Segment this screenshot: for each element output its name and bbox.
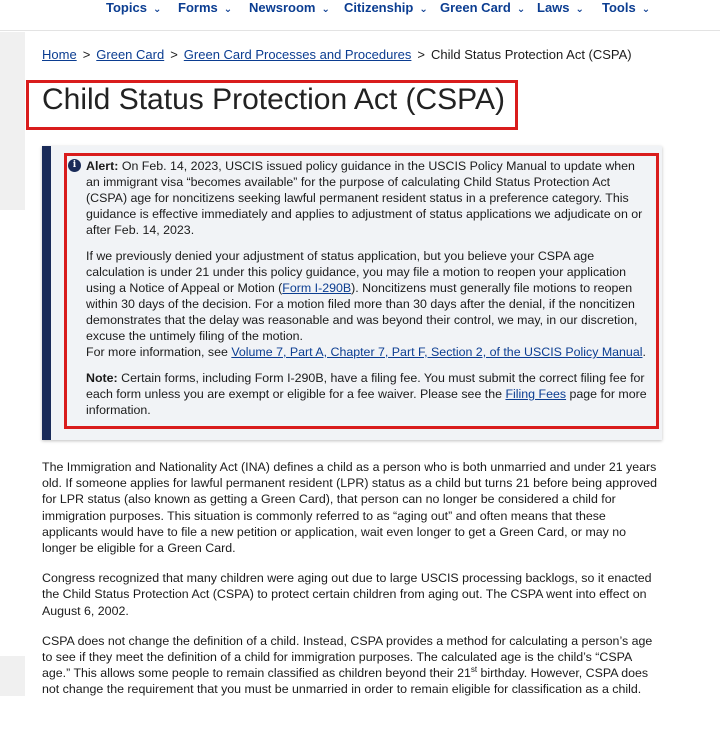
breadcrumb-processes-link[interactable]: Green Card Processes and Procedures [183, 47, 412, 62]
chevron-down-icon: ⌄ [575, 4, 584, 15]
main-content [42, 459, 662, 712]
chevron-down-icon: ⌄ [641, 4, 651, 15]
alert-text: ). Noncitizens must generally file motions to reopen within 30 days of the decision. For a motion filed more than 30 days after the denial, if the noncitizen demonstrates that the delay was reasonable and was beyond their control, we may, in our discretion, excuse the untimely filing of the motion. [86, 281, 638, 343]
note-label: Note: [86, 371, 118, 385]
body-paragraph [42, 633, 662, 698]
policy-manual-link[interactable]: Volume 7, Part A, Chapter 7, Part F, Section 2, of the USCIS Policy Manual [231, 345, 643, 359]
chevron-down-icon: ⌄ [223, 4, 233, 15]
form-i290b-link[interactable]: Form I-290B [282, 281, 352, 295]
alert-content [86, 158, 652, 428]
chevron-down-icon: ⌄ [152, 4, 162, 15]
nav-label: Tools [602, 0, 636, 15]
alert-label: Alert: [86, 159, 119, 173]
chevron-down-icon: ⌄ [516, 4, 526, 15]
nav-newsroom[interactable] [249, 0, 330, 18]
nav-label: Laws [537, 0, 570, 15]
left-gutter-panel [0, 32, 25, 210]
filing-fees-link[interactable]: Filing Fees [505, 387, 567, 401]
alert-text: On Feb. 14, 2023, USCIS issued policy guidance in the USCIS Policy Manual to update when an immigrant visa “becomes available” for the purpose of calculating Child Status Protection Act (CSPA) age for noncitizens seeking lawful permanent resident status in a preference category. This guidance is effective immediately and applies to adjustment of status applications we adjudicate on or after Feb. 14, 2023. [86, 159, 643, 237]
note-text: page for more information. [86, 387, 647, 417]
alert-text: If we previously denied your adjustment of status application, but you believe your CSPA age calculation is under 21 under this policy guidance, you may file a motion to reopen your application using a Notice of Appeal or Motion ( [86, 249, 627, 295]
breadcrumb-current: Child Status Protection Act (CSPA) [431, 47, 632, 62]
breadcrumb-home-link[interactable]: Home [42, 47, 77, 62]
top-navigation [0, 0, 720, 31]
note-text: Certain forms, including Form I-290B, have a filing fee. You must submit the correct filing fee for each form unless you are exempt or eligible for a fee waiver. Please see the [86, 371, 645, 401]
body-text: birthday. However, CSPA does not change the requirement that you must be unmarried in order to remain eligible for classification as a child. [42, 666, 649, 697]
nav-label: Citizenship [344, 0, 414, 15]
more-info-text: . [642, 345, 646, 359]
breadcrumb-separator: > [82, 47, 91, 62]
breadcrumb-separator: > [170, 47, 178, 62]
body-text: CSPA does not change the definition of a child. Instead, CSPA provides a method for calculating a person’s age to see if they meet the definition of a child for immigration purposes. The calculated age is the child’s “CSPA age.” This allows some people to remain classified as children beyond their 21 [42, 633, 653, 681]
nav-forms[interactable] [178, 0, 232, 18]
breadcrumb-green-card-link[interactable]: Green Card [96, 47, 165, 62]
body-paragraph: The Immigration and Nationality Act (INA) defines a child as a person who is both unmarried and under 21 years old. If someone applies for lawful permanent resident (LPR) status as a child but turns 21 before being approved for LPR status (also known as getting a Green Card), that person can no longer be considered a child for immigration purposes. This situation is commonly referred to as “aging out” and often means that these applicants would have to file a new petition or application, wait even longer to get a Green Card, or may no longer be eligible for a Green Card. [42, 460, 658, 556]
alert-note [86, 370, 652, 418]
chevron-down-icon: ⌄ [419, 4, 428, 15]
nav-label: Topics [106, 0, 147, 15]
nav-green-card[interactable] [440, 0, 525, 18]
breadcrumb-separator: > [417, 47, 426, 62]
nav-citizenship[interactable] [344, 0, 428, 18]
ordinal-suffix: st [470, 665, 478, 675]
breadcrumb [42, 46, 712, 64]
nav-label: Green Card [440, 0, 511, 15]
info-icon: i [68, 159, 81, 172]
nav-topics[interactable] [106, 0, 161, 18]
body-paragraph: Congress recognized that many children were aging out due to large USCIS processing backlogs, so it enacted the Child Status Protection Act (CSPA) to protect certain children from aging out. The CSPA went into effect on August 6, 2002. [42, 571, 652, 618]
more-info-text: For more information, see [86, 345, 232, 359]
left-gutter-panel [0, 656, 25, 696]
nav-label: Newsroom [249, 0, 316, 15]
chevron-down-icon: ⌄ [321, 4, 330, 15]
alert-paragraph [86, 158, 652, 238]
alert-paragraph [86, 344, 652, 360]
alert-paragraph [86, 248, 652, 344]
nav-tools[interactable] [602, 0, 650, 18]
page-title: Child Status Protection Act (CSPA) [42, 83, 505, 116]
nav-laws[interactable] [537, 0, 584, 18]
nav-label: Forms [178, 0, 218, 15]
